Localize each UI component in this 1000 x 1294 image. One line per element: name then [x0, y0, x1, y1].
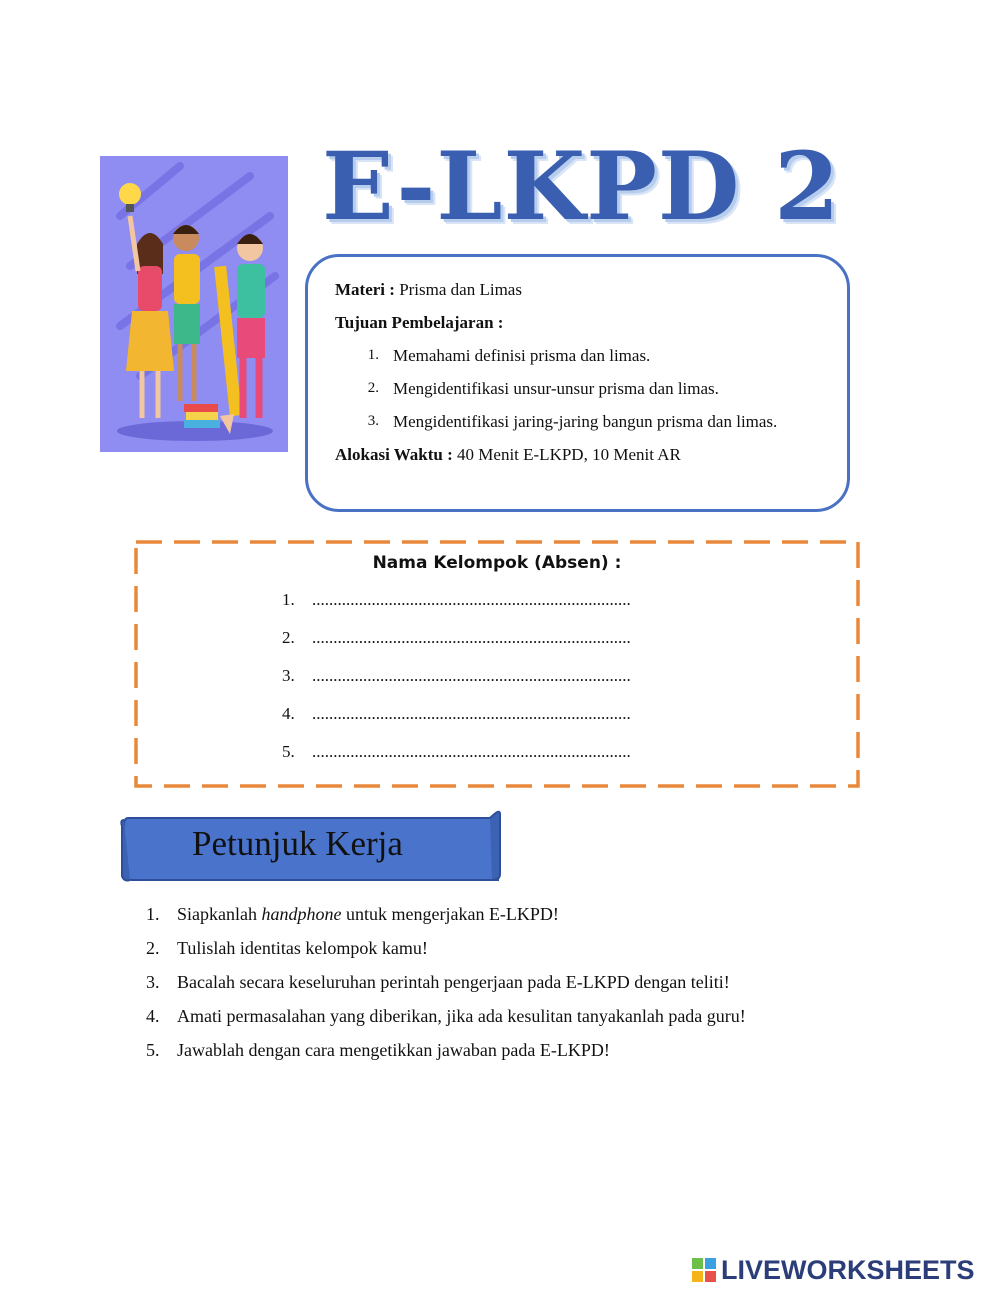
- lesson-info-box: [305, 254, 850, 512]
- step-text: Jawablah dengan cara mengetikkan jawaban pada E-LKPD!: [177, 1040, 610, 1060]
- step-number: 2.: [146, 938, 160, 958]
- brand-name: LIVEWORKSHEETS: [721, 1254, 975, 1285]
- students-with-lightbulb-icon: [100, 156, 288, 452]
- member-number: 5.: [282, 742, 295, 761]
- member-entry[interactable]: [282, 628, 631, 666]
- member-number: 2.: [282, 628, 295, 647]
- alokasi-value: 40 Menit E-LKPD, 10 Menit AR: [457, 445, 681, 464]
- step-text: Bacalah secara keseluruhan perintah pengerjaan pada E-LKPD dengan teliti!: [177, 972, 730, 992]
- step-text: Amati permasalahan yang diberikan, jika ada kesulitan tanyakanlah pada guru!: [177, 1006, 746, 1026]
- tujuan-row: [335, 306, 821, 339]
- step-number: 5.: [146, 1040, 160, 1060]
- member-number: 1.: [282, 590, 295, 609]
- alokasi-row: [335, 438, 821, 471]
- goal-item: [335, 405, 821, 438]
- goal-text: Memahami definisi prisma dan limas.: [393, 346, 651, 365]
- instruction-step: [146, 938, 746, 972]
- liveworksheets-logo-icon: [692, 1258, 716, 1282]
- step-text-after: untuk mengerjakan E-LKPD!: [341, 904, 559, 924]
- member-entry[interactable]: [282, 742, 631, 780]
- instruction-step: [146, 1006, 746, 1040]
- step-text-before: Siapkanlah: [177, 904, 262, 924]
- goal-item: [335, 339, 821, 372]
- students-illustration: [100, 156, 288, 452]
- member-name-blank[interactable]: ...........................................................................: [312, 742, 631, 761]
- instruction-steps-list: [146, 904, 746, 1074]
- goal-number: 3.: [367, 413, 379, 429]
- learning-goals-list: [335, 339, 821, 438]
- member-name-blank[interactable]: ...........................................................................: [312, 590, 631, 609]
- step-number: 3.: [146, 972, 160, 992]
- member-entry[interactable]: [282, 704, 631, 742]
- goal-number: 2.: [367, 380, 379, 396]
- step-text: [177, 904, 559, 938]
- instructions-banner: [120, 806, 502, 886]
- goal-item: [335, 372, 821, 405]
- materi-value: Prisma dan Limas: [399, 280, 522, 299]
- member-name-blank[interactable]: ...........................................................................: [312, 628, 631, 647]
- group-title: Nama Kelompok (Absen) :: [372, 553, 622, 573]
- step-text-italic: handphone: [261, 904, 342, 924]
- member-entry[interactable]: [282, 590, 631, 628]
- alokasi-label: Alokasi Waktu :: [335, 445, 453, 464]
- instruction-step: [146, 1040, 746, 1074]
- group-members-box: [134, 540, 860, 788]
- member-number: 3.: [282, 666, 295, 685]
- goal-text: Mengidentifikasi unsur-unsur prisma dan limas.: [393, 379, 719, 398]
- materi-row: [335, 273, 821, 306]
- step-number: 4.: [146, 1006, 160, 1026]
- instruction-step: [146, 972, 746, 1006]
- tujuan-label: Tujuan Pembelajaran :: [335, 313, 504, 332]
- member-name-blank[interactable]: ...........................................................................: [312, 666, 631, 685]
- member-number: 4.: [282, 704, 295, 723]
- goal-text: Mengidentifikasi jaring-jaring bangun prisma dan limas.: [393, 412, 778, 431]
- member-name-blank[interactable]: ...........................................................................: [312, 704, 631, 723]
- goal-number: 1.: [367, 347, 379, 363]
- group-members-list: [282, 590, 631, 780]
- banner-title: Petunjuk Kerja: [192, 824, 403, 863]
- member-entry[interactable]: [282, 666, 631, 704]
- materi-label: Materi :: [335, 280, 395, 299]
- page-title: E-LKPD 2: [322, 132, 841, 242]
- step-text: Tulislah identitas kelompok kamu!: [177, 938, 428, 958]
- instruction-step: [146, 904, 746, 938]
- step-number: 1.: [146, 904, 160, 924]
- liveworksheets-brand[interactable]: [692, 1254, 975, 1286]
